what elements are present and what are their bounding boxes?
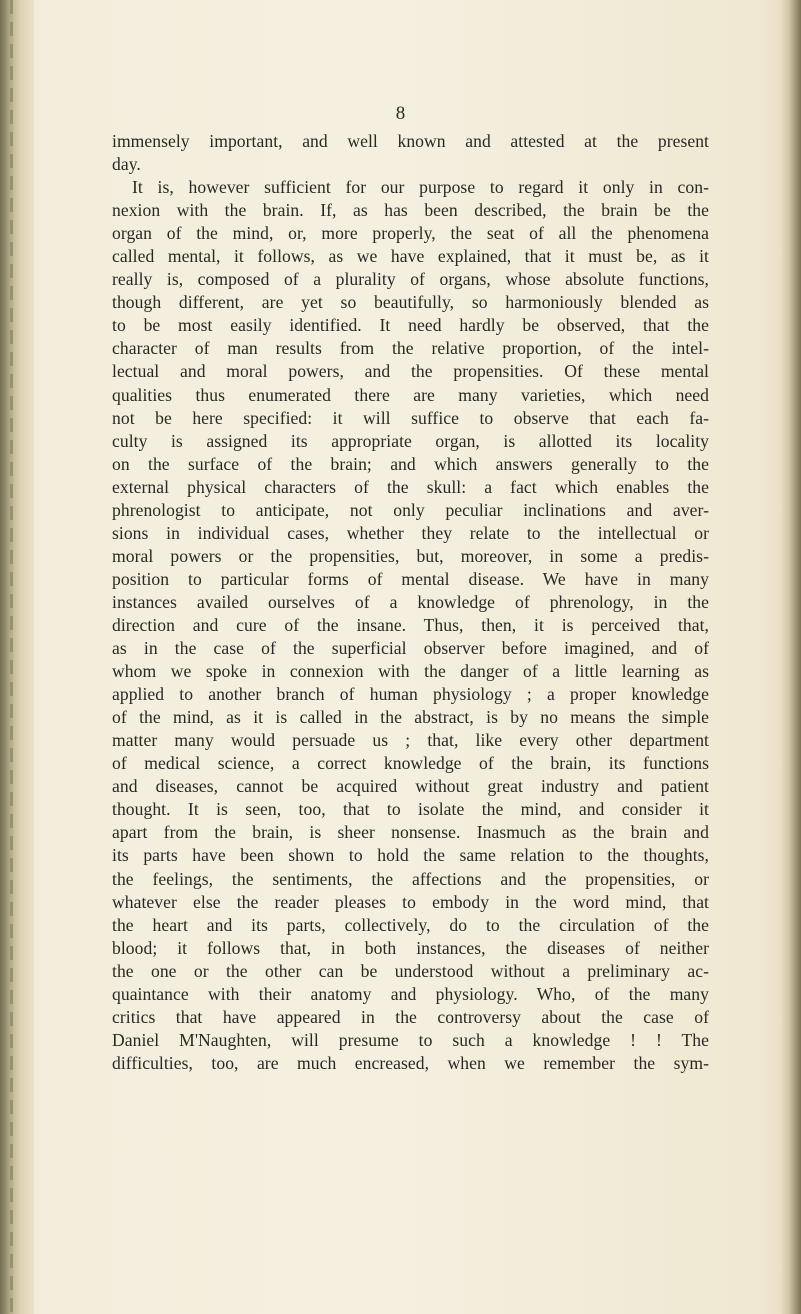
text-line: It is, however sufficient for our purpose to regard it only in con- [132,177,709,198]
text-line: applied to another branch of human physiology ; a proper knowledge [112,684,709,705]
text-line: on the surface of the brain; and which answers generally to the [112,453,709,474]
text-line: immensely important, and well known and attested at the present [112,131,709,151]
text-line: the feelings, the sentiments, the affections and the propensities, or [112,868,709,889]
text-line: position to particular forms of mental disease. We have in many [112,568,709,589]
text-line: to be most easily identified. It need hardly be observed, that the [112,315,709,336]
text-line: of medical science, a correct knowledge of the brain, its functions [112,753,709,774]
text-line: and diseases, cannot be acquired without great industry and patient [112,776,709,797]
text-line: organ of the mind, or, more properly, the seat of all the phenomena [112,223,709,244]
text-line: whom we spoke in connexion with the danger of a little learning as [112,661,709,682]
text-line: phrenologist to anticipate, not only peculiar inclinations and aver- [112,499,709,520]
text-line: external physical characters of the skull: a fact which enables the [112,476,709,497]
text-line: whatever else the reader pleases to embody in the word mind, that [112,891,709,912]
text-line: called mental, it follows, as we have explained, that it must be, as it [112,246,709,267]
text-line: character of man results from the relative proportion, of the intel- [112,338,709,359]
page-number: 8 [395,103,406,124]
text-line: Daniel M'Naughten, will presume to such a knowledge ! ! The [112,1029,709,1050]
text-line: thought. It is seen, too, that to isolate the mind, and consider it [112,799,709,820]
text-line: not be here specified: it will suffice to observe that each fa- [112,407,709,428]
text-line: culty is assigned its appropriate organ, is allotted its locality [112,430,709,451]
text-line: instances availed ourselves of a knowledge of phrenology, in the [112,591,709,612]
text-line: qualities thus enumerated there are many varieties, which need [112,384,709,405]
text-line: the one or the other can be understood without a preliminary ac- [112,960,709,981]
page-edge-right [781,0,801,1314]
text-line: though different, are yet so beautifully, so harmoniously blended as [112,292,709,313]
text-line: the heart and its parts, collectively, do to the circulation of the [112,914,709,935]
text-line: of the mind, as it is called in the abstract, is by no means the simple [112,707,709,728]
text-line: direction and cure of the insane. Thus, then, it is perceived that, [112,614,709,635]
text-line: difficulties, too, are much encreased, when we remember the sym- [112,1052,709,1073]
text-line: matter many would persuade us ; that, like every other department [112,730,709,751]
text-line: blood; it follows that, in both instances, the diseases of neither [112,937,709,958]
text-line: critics that have appeared in the controversy about the case of [112,1006,709,1027]
text-line: day. [112,154,141,175]
body-text [112,130,709,1075]
text-line: lectual and moral powers, and the propensities. Of these mental [112,361,709,382]
page-binding-shadow-left [0,0,34,1314]
text-line: quaintance with their anatomy and physiology. Who, of the many [112,983,709,1004]
text-line: sions in individual cases, whether they relate to the intellectual or [112,522,709,543]
text-line: nexion with the brain. If, as has been described, the brain be the [112,200,709,221]
text-line: its parts have been shown to hold the same relation to the thoughts, [112,845,709,866]
text-line: really is, composed of a plurality of organs, whose absolute functions, [112,269,709,290]
text-line: as in the case of the superficial observer before imagined, and of [112,638,709,659]
text-line: apart from the brain, is sheer nonsense. Inasmuch as the brain and [112,822,709,843]
text-line: moral powers or the propensities, but, moreover, in some a predis- [112,545,709,566]
